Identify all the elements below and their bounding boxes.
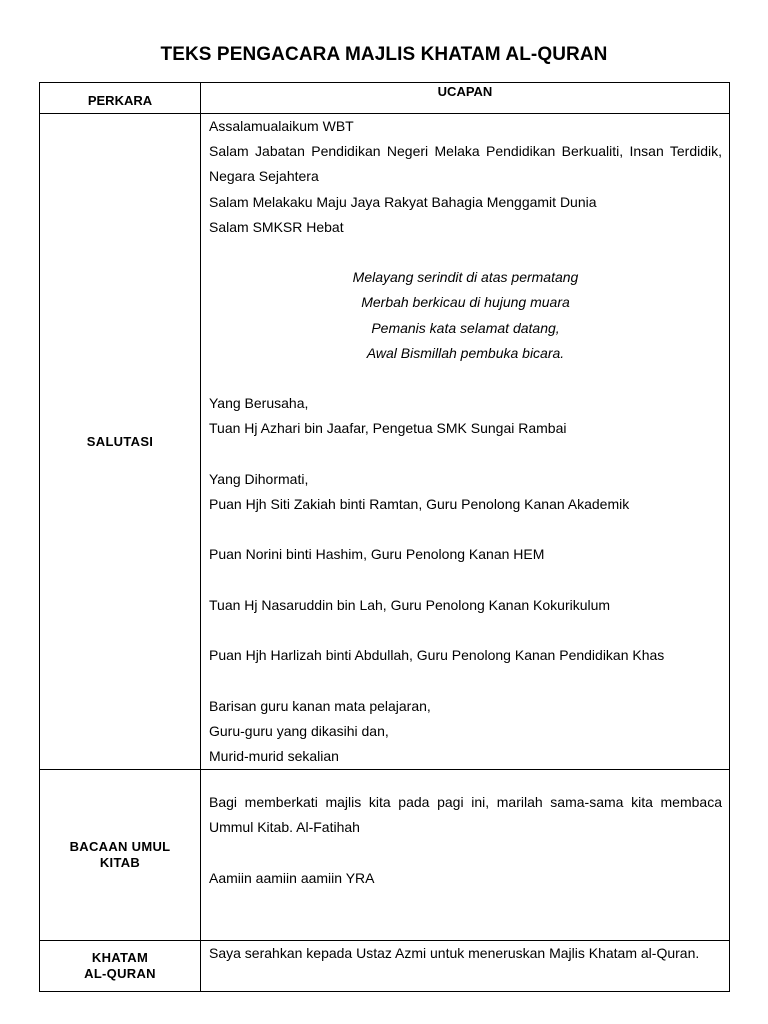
- closing-line: Guru-guru yang dikasihi dan,: [209, 722, 389, 739]
- bacaan-content: [201, 770, 730, 941]
- gpk-line: Puan Hjh Harlizah binti Abdullah, Guru Penolong Kanan Pendidikan Khas: [209, 647, 665, 664]
- dihormati-label: Yang Dihormati,: [209, 470, 309, 487]
- script-table: [39, 82, 730, 992]
- pantun-line: Pemanis kata selamat datang,: [371, 319, 560, 336]
- document-title: TEKS PENGACARA MAJLIS KHATAM AL-QURAN: [160, 44, 608, 65]
- greeting-line: Assalamualaikum WBT: [209, 118, 354, 134]
- header-ucapan: UCAPAN: [201, 83, 730, 114]
- table-row-khatam: [40, 941, 730, 992]
- label-salutasi: SALUTASI: [40, 114, 201, 770]
- table-header-row: [40, 83, 730, 114]
- pengetua-line: Tuan Hj Azhari bin Jaafar, Pengetua SMK Sungai Rambai: [209, 420, 567, 437]
- khatam-content: [201, 941, 730, 992]
- salutasi-content: [201, 114, 730, 770]
- amin-line: Aamiin aamiin aamiin YRA: [209, 869, 375, 886]
- gpk-line: Puan Norini binti Hashim, Guru Penolong Kanan HEM: [209, 546, 545, 563]
- pantun-line: Merbah berkicau di hujung muara: [361, 294, 570, 311]
- label-bacaan: [40, 770, 201, 941]
- pantun-line: Awal Bismillah pembuka bicara.: [366, 344, 565, 361]
- table-row-bacaan: [40, 770, 730, 941]
- greeting-line: Salam Jabatan Pendidikan Negeri Melaka Pendidikan Berkualiti, Insan Terdidik, Negara Sejahtera: [209, 143, 722, 185]
- label-khatam-line2: AL-QURAN: [84, 966, 156, 982]
- gpk-line: Tuan Hj Nasaruddin bin Lah, Guru Penolong Kanan Kokurikulum: [209, 596, 611, 613]
- bacaan-text: Bagi memberkati majlis kita pada pagi ini, marilah sama-sama kita membaca Ummul Kitab. Al-Fatihah: [209, 794, 722, 836]
- label-khatam: [40, 941, 201, 992]
- closing-line: Barisan guru kanan mata pelajaran,: [209, 697, 431, 714]
- khatam-text: Saya serahkan kepada Ustaz Azmi untuk meneruskan Majlis Khatam al-Quran.: [209, 945, 700, 962]
- label-bacaan-line2: KITAB: [99, 855, 141, 871]
- greeting-line: Salam Melakaku Maju Jaya Rakyat Bahagia Menggamit Dunia: [209, 193, 597, 210]
- closing-line: Murid-murid sekalian: [209, 747, 339, 764]
- greeting-line: Salam SMKSR Hebat: [209, 218, 344, 235]
- berusaha-label: Yang Berusaha,: [209, 395, 309, 412]
- table-row-salutasi: [40, 114, 730, 770]
- label-bacaan-line1: BACAAN UMUL: [69, 839, 171, 855]
- gpk-line: Puan Hjh Siti Zakiah binti Ramtan, Guru Penolong Kanan Akademik: [209, 496, 630, 512]
- pantun-line: Melayang serindit di atas permatang: [352, 269, 579, 286]
- header-perkara: PERKARA: [40, 83, 201, 114]
- label-khatam-line1: KHATAM: [91, 950, 149, 966]
